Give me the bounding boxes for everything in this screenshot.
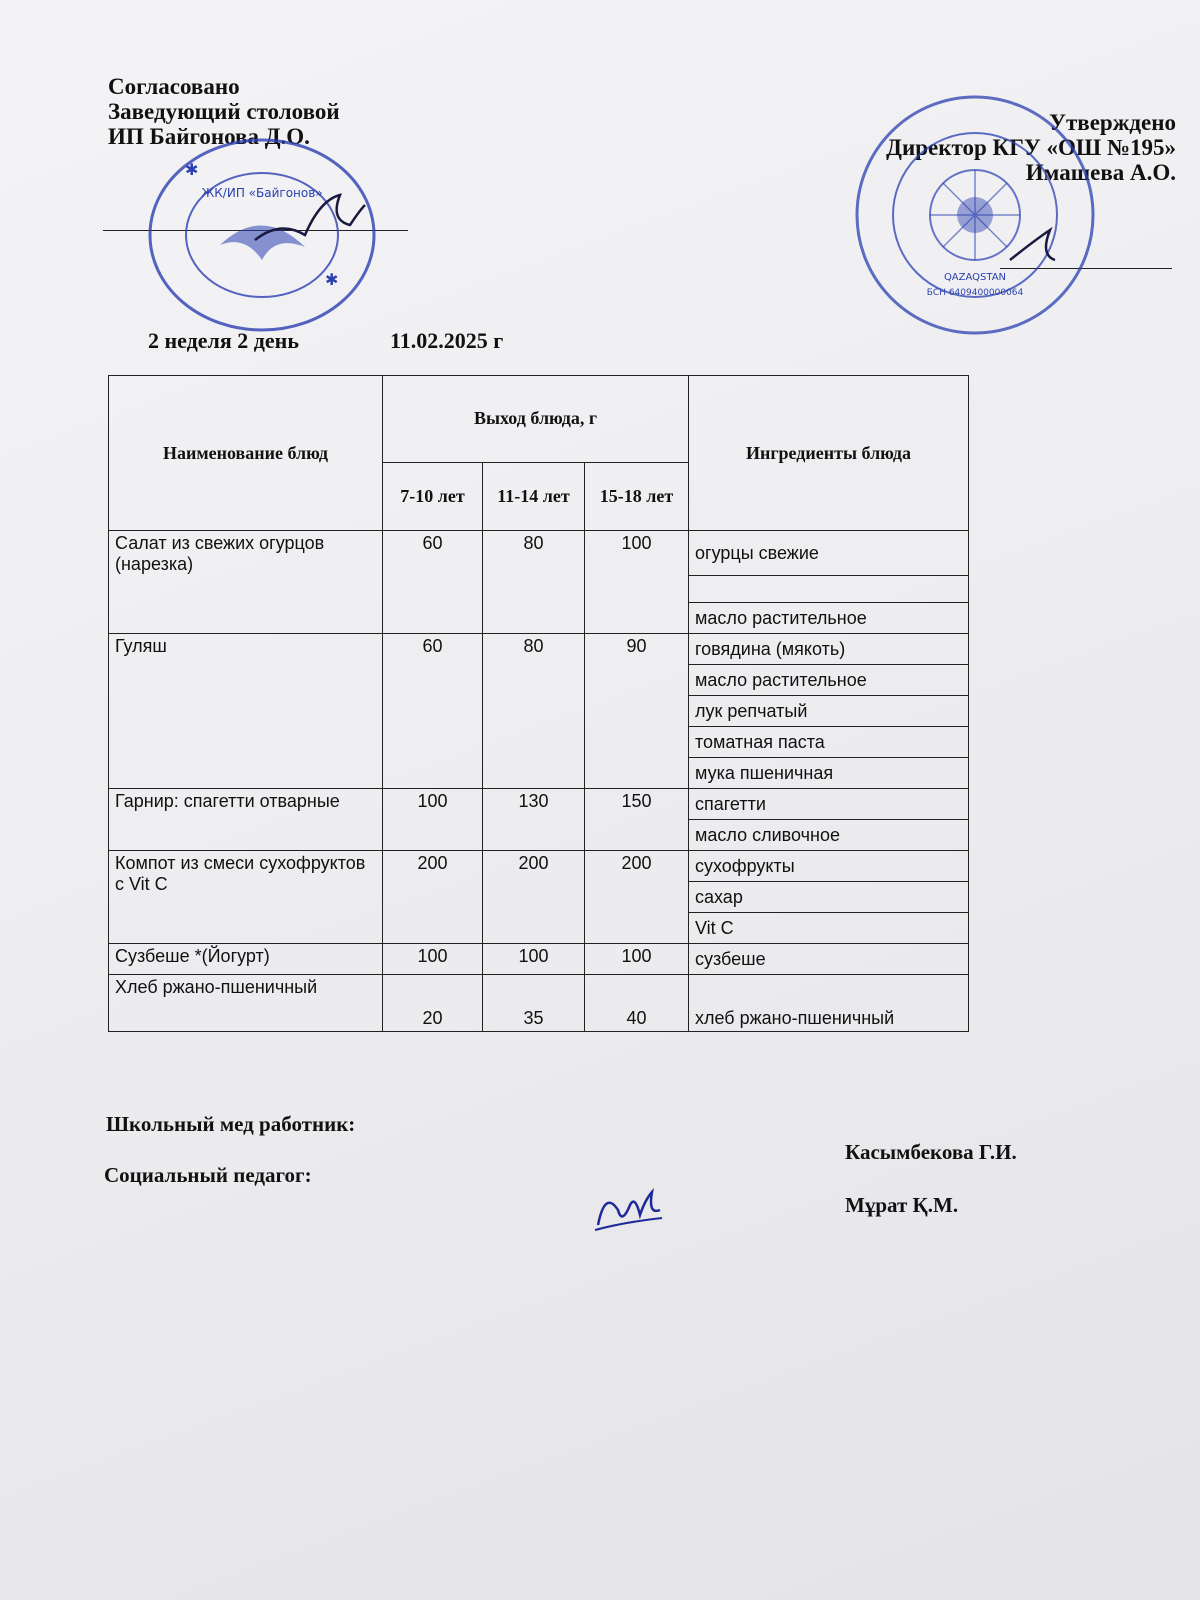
svg-text:✱: ✱	[325, 272, 339, 289]
portion-15-18: 100	[585, 944, 689, 975]
director-name: Имашева А.О.	[1025, 160, 1176, 185]
ingredient: масло растительное	[689, 603, 969, 634]
week-day-label: 2 неделя 2 день	[148, 328, 299, 353]
portion-11-14: 35	[483, 975, 585, 1032]
svg-text:✱: ✱	[185, 162, 199, 179]
canteen-head-name: ИП Байгонова Д.О.	[108, 124, 310, 149]
stamp-right-bin: БСН 6409400000064	[926, 288, 1024, 298]
table-row	[109, 531, 969, 576]
stamp-right-center-text: QAZAQSTAN	[943, 272, 1007, 283]
portion-11-14: 100	[483, 944, 585, 975]
table-row	[109, 975, 969, 1032]
table-row	[109, 789, 969, 820]
dish-name: Компот из смеси сухофруктов с Vit C	[109, 851, 383, 944]
dish-name: Гуляш	[109, 634, 383, 789]
director-title: Директор КГУ «ОШ №195»	[886, 135, 1176, 160]
ingredient: масло сливочное	[689, 820, 969, 851]
dish-name: Хлеб ржано-пшеничный	[109, 975, 383, 1032]
approved-label: Утверждено	[1049, 110, 1176, 135]
school-stamp-right	[850, 90, 1100, 340]
table-row	[109, 851, 969, 882]
table-header-row	[109, 376, 969, 463]
ingredient: Vit C	[689, 913, 969, 944]
ingredient: томатная паста	[689, 727, 969, 758]
portion-15-18: 90	[585, 634, 689, 789]
ingredient: сухофрукты	[689, 851, 969, 882]
social-pedagogue-label: Социальный педагог:	[104, 1163, 312, 1187]
dish-name: Сузбеше *(Йогурт)	[109, 944, 383, 975]
portion-15-18: 100	[585, 531, 689, 634]
portion-7-10: 20	[383, 975, 483, 1032]
output-header: Выход блюда, г	[383, 376, 689, 463]
portion-11-14: 80	[483, 531, 585, 634]
portion-15-18: 200	[585, 851, 689, 944]
ingredient: огурцы свежие	[689, 531, 969, 576]
med-worker-name: Касымбекова Г.И.	[845, 1140, 1017, 1164]
table-row	[109, 944, 969, 975]
portion-7-10: 100	[383, 944, 483, 975]
dish-name: Гарнир: спагетти отварные	[109, 789, 383, 851]
social-pedagogue-name: Мұрат Қ.М.	[845, 1193, 959, 1217]
portion-7-10: 60	[383, 531, 483, 634]
age-header-7-10: 7-10 лет	[383, 462, 483, 530]
ingredients-header: Ингредиенты блюда	[689, 376, 969, 531]
menu-date: 11.02.2025 г	[390, 328, 504, 353]
portion-7-10: 200	[383, 851, 483, 944]
handwritten-signature-footer	[590, 1180, 670, 1240]
age-header-15-18: 15-18 лет	[585, 462, 689, 530]
ingredient: лук репчатый	[689, 696, 969, 727]
ingredient	[689, 576, 969, 603]
portion-11-14: 200	[483, 851, 585, 944]
portion-7-10: 60	[383, 634, 483, 789]
canteen-head-title: Заведующий столовой	[108, 99, 340, 124]
portion-11-14: 80	[483, 634, 585, 789]
ingredient: сузбеше	[689, 944, 969, 975]
stamp-left-center-text: ЖК/ИП «Байгонов»	[201, 186, 323, 200]
ingredient: масло растительное	[689, 665, 969, 696]
ingredient: говядина (мякоть)	[689, 634, 969, 665]
portion-15-18: 150	[585, 789, 689, 851]
med-worker-label: Школьный мед работник:	[106, 1112, 356, 1136]
portion-7-10: 100	[383, 789, 483, 851]
portion-15-18: 40	[585, 975, 689, 1032]
ingredient: сахар	[689, 882, 969, 913]
age-header-11-14: 11-14 лет	[483, 462, 585, 530]
ingredient: спагетти	[689, 789, 969, 820]
dish-name: Салат из свежих огурцов (нарезка)	[109, 531, 383, 634]
portion-11-14: 130	[483, 789, 585, 851]
table-row	[109, 634, 969, 665]
handwritten-signature-left	[250, 180, 370, 250]
ingredient: мука пшеничная	[689, 758, 969, 789]
menu-table	[108, 375, 969, 1032]
agreed-label: Согласовано	[108, 74, 240, 99]
dish-header: Наименование блюд	[109, 376, 383, 531]
ingredient: хлеб ржано-пшеничный	[689, 975, 969, 1032]
